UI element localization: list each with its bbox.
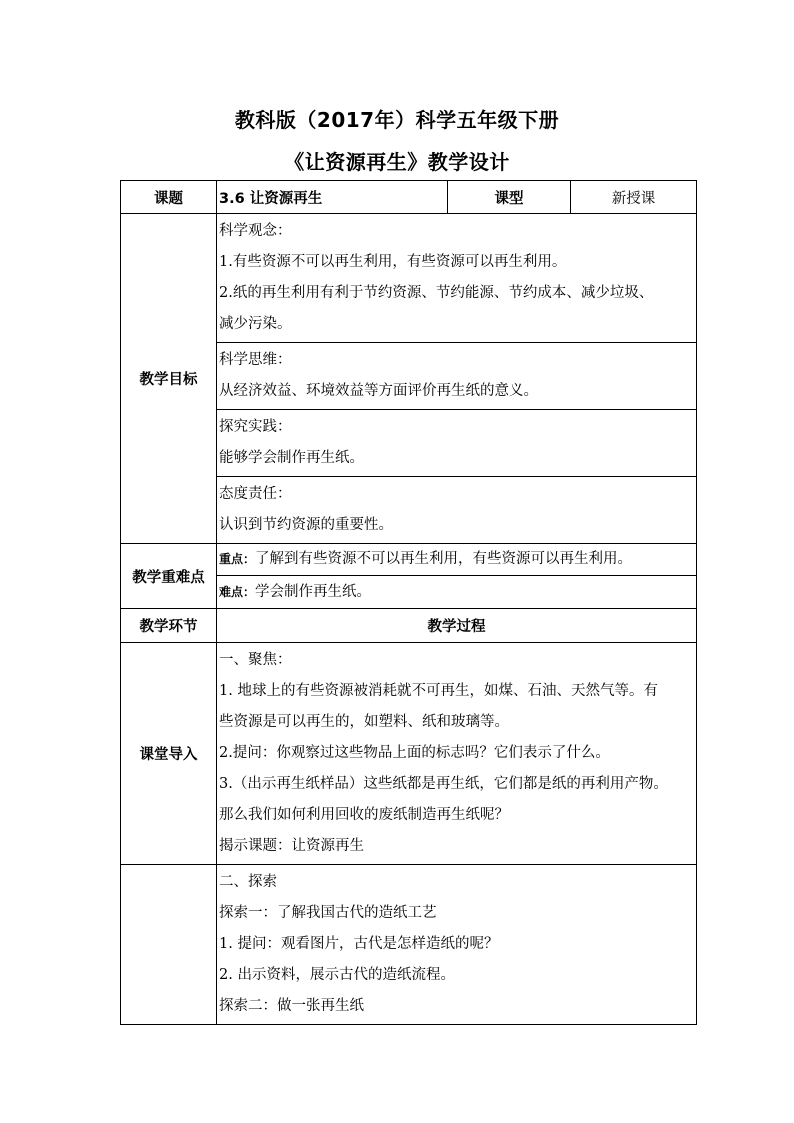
objective-heading: 科学观念： — [219, 223, 292, 239]
intro-content — [217, 643, 697, 865]
lesson-plan-table — [120, 180, 697, 1025]
difficult-point-text: 学会制作再生纸。 — [255, 583, 372, 600]
explore-line: 二、探索 — [219, 874, 277, 890]
intro-line: 那么我们如何利用回收的废纸制造再生纸呢？ — [219, 807, 509, 823]
objective-line: 1.有些资源不可以再生利用，有些资源可以再生利用。 — [219, 254, 567, 270]
explore-content — [217, 865, 697, 1025]
process-label: 教学过程 — [217, 609, 697, 643]
explore-stage-cell — [121, 865, 217, 1025]
explore-line: 1. 提问：观看图片，古代是怎样造纸的呢？ — [219, 936, 499, 952]
difficult-point — [217, 576, 697, 609]
objective-heading: 探究实践： — [219, 419, 292, 435]
topic-value-text: 3.6 让资源再生 — [219, 190, 323, 207]
objective-line: 2.纸的再生利用有利于节约资源、节约能源、节约成本、减少垃圾、 — [219, 285, 654, 301]
keypoints-label: 教学重难点 — [121, 544, 217, 609]
intro-line: 揭示课题：让资源再生 — [219, 838, 364, 854]
key-point — [217, 544, 697, 576]
stage-label: 教学环节 — [121, 609, 217, 643]
objectives-label: 教学目标 — [121, 214, 217, 544]
intro-line: 1. 地球上的有些资源被消耗就不可再生，如煤、石油、天然气等。有 — [219, 683, 658, 699]
intro-line: 些资源是可以再生的，如塑料、纸和玻璃等。 — [219, 714, 509, 730]
explore-line: 探索一：了解我国古代的造纸工艺 — [219, 905, 437, 921]
intro-line: 3.（出示再生纸样品）这些纸都是再生纸，它们都是纸的再利用产物。 — [219, 776, 668, 792]
objective-science-concept — [217, 214, 697, 343]
intro-line: 一、聚焦： — [219, 652, 292, 668]
objective-line: 从经济效益、环境效益等方面评价再生纸的意义。 — [219, 383, 538, 399]
objective-line: 认识到节约资源的重要性。 — [219, 517, 393, 533]
objective-line: 减少污染。 — [219, 316, 292, 332]
document-subtitle: 《让资源再生》教学设计 — [284, 150, 510, 174]
explore-line: 2. 出示资料，展示古代的造纸流程。 — [219, 967, 455, 983]
objective-heading: 科学思维： — [219, 352, 292, 368]
objective-science-thinking — [217, 343, 697, 410]
intro-line: 2.提问：你观察过这些物品上面的标志吗？它们表示了什么。 — [219, 745, 610, 761]
document-title: 教科版（2017年）科学五年级下册 — [234, 108, 560, 132]
objective-heading: 态度责任： — [219, 486, 292, 502]
type-label: 课型 — [448, 181, 571, 214]
key-point-text: 了解到有些资源不可以再生利用，有些资源可以再生利用。 — [255, 551, 633, 567]
difficult-point-tag: 难点： — [219, 584, 256, 599]
objective-line: 能够学会制作再生纸。 — [219, 450, 364, 466]
type-value: 新授课 — [571, 181, 697, 214]
key-point-tag: 重点： — [219, 552, 256, 566]
objective-attitude — [217, 477, 697, 544]
intro-label: 课堂导入 — [121, 643, 217, 865]
topic-label: 课题 — [121, 181, 217, 214]
explore-line: 探索二：做一张再生纸 — [219, 998, 364, 1014]
objective-inquiry-practice — [217, 410, 697, 477]
topic-value — [217, 181, 448, 214]
